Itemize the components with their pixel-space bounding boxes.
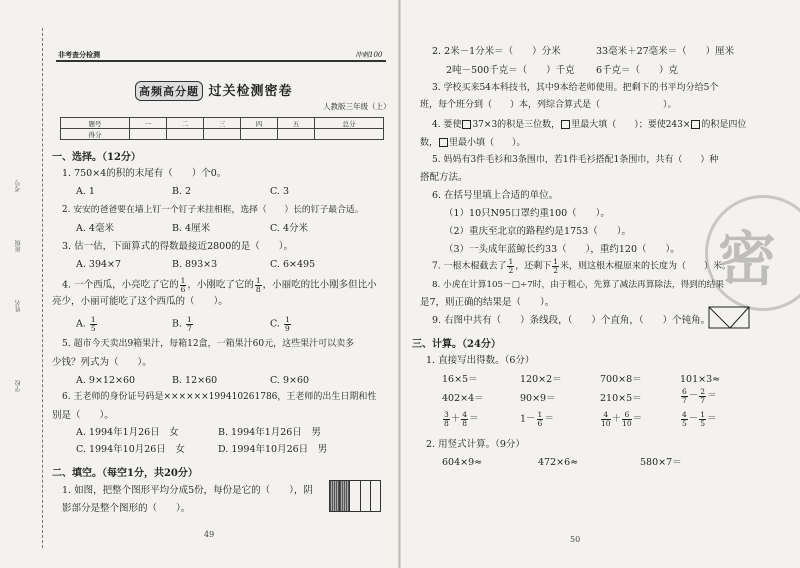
- frac-den: 5: [90, 323, 96, 333]
- score-value-row: [61, 129, 384, 140]
- calc-item: 120×2＝: [520, 374, 562, 385]
- blank-square-icon: [439, 138, 448, 147]
- fill-6-3: （3）一头成年蓝鲸长约33（ ），重约120（ ）。: [444, 244, 680, 255]
- score-cell: 总分: [314, 118, 383, 129]
- score-blank[interactable]: [204, 129, 241, 140]
- q1-option-a: A. 1: [76, 186, 95, 197]
- question-6: 6. 王老师的身份证号码是××××××199410261786，王老师的出生日期和性: [62, 392, 377, 402]
- opt-letter: A.: [76, 318, 86, 330]
- frac-den: 10: [601, 418, 611, 428]
- question-6-line2: 别是（ ）。: [52, 410, 114, 421]
- figure-rectangle: [709, 307, 749, 328]
- unshaded-part: [361, 481, 371, 511]
- frac-den: 8: [462, 418, 468, 428]
- frac-den: 6: [180, 284, 186, 294]
- fill-1: 1. 如图，把整个图形平均分成5份，每份是它的（ ），阴: [62, 485, 313, 496]
- calc-item: 101×3≈: [680, 374, 721, 385]
- fill-2b: 33毫米＋27毫米＝（ ）厘米: [596, 46, 735, 57]
- calc-item-fraction: $\frac{3}{8}$ ＋ $\frac{4}{8}$ ＝: [444, 410, 479, 428]
- q2-option-c: C. 4分米: [270, 223, 309, 234]
- calc-item: 210×5＝: [600, 393, 642, 404]
- blank-square-icon: [462, 120, 471, 129]
- blank-square-icon: [691, 120, 700, 129]
- fraction: [552, 258, 559, 274]
- q3-option-c: C. 6×495: [270, 259, 316, 270]
- calc-item: 16×5＝: [442, 374, 478, 385]
- question-2: 2. 安安的爸爸要在墙上钉一个钉子来挂相框，选择（ ）长的钉子最合适。: [62, 205, 364, 215]
- margin-label-class: 班级: [15, 240, 22, 252]
- page-number: 49: [204, 530, 215, 539]
- score-blank[interactable]: [314, 129, 383, 140]
- frac-num: 1: [284, 315, 290, 324]
- q3-option-b: B. 893×3: [172, 259, 218, 270]
- frac-num: 4: [682, 410, 687, 419]
- section-1-title: 一、选择。（12分）: [52, 152, 141, 163]
- score-cell: 题号: [61, 118, 130, 129]
- frac-num: 2: [700, 387, 706, 396]
- fraction: [681, 411, 688, 427]
- fill-4: [432, 120, 746, 130]
- frac-num: 3: [444, 410, 449, 419]
- fill-4-line2: [420, 138, 526, 148]
- margin-label-school: 学校: [15, 380, 22, 392]
- fraction: [601, 411, 611, 427]
- fraction: [681, 388, 688, 404]
- frac-num: 1: [90, 315, 96, 324]
- header-rule: [56, 60, 386, 62]
- fraction: [255, 277, 262, 293]
- fill-8: 8. 小虎在计算105－□÷7时，由于粗心，先算了减法再算除法，得到的结果: [432, 280, 724, 290]
- q4-text-a: 4. 一个西瓜，小亮吃了它的: [62, 279, 179, 291]
- frac-den: 6: [537, 418, 543, 428]
- calc-item-fraction: $\frac{4}{10}$ ＋ $\frac{6}{10}$ ＝: [601, 410, 643, 428]
- f4-text-b: 37×3的积是三位数，: [472, 120, 561, 130]
- score-blank[interactable]: [240, 129, 277, 140]
- watermark-char: 密: [718, 225, 777, 293]
- section-2-title: 二、填空。（每空1分，共20分）: [52, 468, 198, 479]
- question-3: 3. 估一估，下面算式的得数最接近2800的是（ ）。: [62, 241, 294, 252]
- q1-option-c: C. 3: [270, 186, 290, 197]
- question-4-line2: 亮少，小丽可能吃了这个西瓜的（ ）。: [52, 296, 228, 307]
- q4-text-b: ，小刚吃了它的: [187, 279, 254, 291]
- vertical-calc-item: 472×6≈: [538, 457, 579, 468]
- q5-option-b: B. 12×60: [172, 375, 218, 386]
- q5-option-c: C. 9×60: [270, 375, 310, 386]
- margin-label-name: 姓名: [15, 300, 22, 312]
- f4-line2-a: 数，: [420, 138, 439, 148]
- fraction: [507, 258, 514, 274]
- score-cell: 五: [277, 118, 314, 129]
- frac-num: 6: [622, 411, 632, 420]
- f4-text-a: 4. 要使: [432, 120, 462, 130]
- frac-num: 6: [682, 387, 687, 396]
- f4-text-d: 的积是四位: [701, 120, 747, 130]
- figure-diagonal: [709, 307, 730, 328]
- q4-option-c: [270, 316, 292, 332]
- fill-3: 3. 学校买来54本科技书，其中9本给老师使用。把剩下的书平均分给5个: [432, 83, 719, 93]
- header-left: 非考查分检测: [58, 50, 100, 59]
- frac-num: 1: [537, 410, 543, 419]
- frac-num: 1: [187, 315, 192, 324]
- q6-option-b: B. 1994年1月26日 男: [218, 427, 321, 438]
- frac-num: 4: [601, 411, 611, 420]
- fill-9: 9. 右图中共有（ ）条线段，（ ）个直角，（ ）个钝角。: [432, 315, 711, 326]
- f7-text-c: 米，则这根木棍原来的长度为（ ）米。: [560, 261, 732, 272]
- fraction: [699, 411, 706, 427]
- q6-option-a: A. 1994年1月26日 女: [76, 427, 179, 438]
- score-cell: 三: [204, 118, 241, 129]
- frac-den: 2: [508, 265, 514, 275]
- score-blank[interactable]: [130, 129, 167, 140]
- frac-den: 5: [700, 418, 706, 428]
- calc-item-fraction: $\frac{6}{7}$ － $\frac{2}{7}$ ＝: [682, 387, 717, 405]
- figure-diagonal: [730, 307, 749, 328]
- calc-1-title: 1. 直接写出得数。（6分）: [426, 355, 535, 366]
- score-cell: 二: [167, 118, 204, 129]
- calc-item: 402×4＝: [442, 393, 484, 404]
- header-right: 冲刺100: [355, 51, 383, 59]
- fraction: [90, 316, 97, 332]
- fraction: [622, 411, 632, 427]
- page-number: 50: [570, 535, 581, 544]
- margin-label-id: 考号: [15, 180, 22, 192]
- fraction: [699, 388, 706, 404]
- score-cell: 一: [130, 118, 167, 129]
- grade-label: 人教版三年级（上）: [323, 102, 391, 111]
- f7-text-b: ，还剩下: [515, 261, 552, 272]
- frac-den: 10: [622, 418, 632, 428]
- frac-den: 5: [682, 418, 687, 428]
- opt-letter: B.: [172, 318, 183, 330]
- q4-option-b: [172, 316, 194, 332]
- title-text: 过关检测密卷: [208, 84, 293, 99]
- q4-text-c: ，小丽吃的比小刚多但比小: [262, 279, 377, 291]
- frac-den: 7: [700, 395, 706, 405]
- frac-den: 8: [255, 284, 261, 294]
- blank-square-icon: [561, 120, 570, 129]
- score-cell: 四: [240, 118, 277, 129]
- frac-num: 1: [700, 410, 706, 419]
- question-5: 5. 超市今天卖出9箱果汁，每箱12盒，一箱果汁60元，这些果汁可以卖多: [62, 339, 355, 349]
- f4-line2-b: 里最小填（ ）。: [449, 138, 526, 148]
- q1-option-b: B. 2: [172, 186, 192, 197]
- title-badge: 高频高分题: [135, 81, 203, 101]
- calc-item: 90×9＝: [520, 393, 556, 404]
- q4-option-a: [76, 316, 98, 332]
- shaded-rectangle-figure: [329, 480, 381, 512]
- q5-option-a: A. 9×12×60: [76, 375, 136, 386]
- score-table: [60, 117, 384, 140]
- calc-2-title: 2. 用竖式计算。（9分）: [426, 439, 525, 450]
- question-4: [62, 277, 377, 293]
- frac-den: 7: [187, 323, 192, 333]
- section-3-title: 三、计算。（24分）: [412, 339, 501, 350]
- score-blank[interactable]: [277, 129, 314, 140]
- right-page: [400, 0, 800, 568]
- q2-option-b: B. 4厘米: [172, 223, 211, 234]
- q6-option-d: D. 1994年10月26日 男: [218, 444, 328, 455]
- frac-num: 1: [180, 276, 186, 285]
- calc-item: 700×8＝: [600, 374, 642, 385]
- fill-5-line2: 搭配方法。: [420, 172, 468, 183]
- question-5-line2: 少钱？列式为（ ）。: [52, 357, 152, 368]
- fill-7: [432, 258, 731, 274]
- binding-margin: [0, 0, 48, 568]
- tear-line: [42, 28, 43, 548]
- score-row-label: 得分: [61, 129, 130, 140]
- frac-num: 4: [462, 410, 468, 419]
- f7-text-a: 7. 一根木棍截去了: [432, 261, 507, 272]
- fraction: [180, 277, 187, 293]
- fill-1-line2: 影部分是整个图形的（ ）。: [62, 503, 191, 514]
- fraction: [461, 411, 468, 427]
- frac-num: 1: [255, 276, 261, 285]
- score-header-row: [61, 118, 384, 129]
- unshaded-part: [350, 481, 360, 511]
- paper-title: [135, 80, 293, 101]
- frac-den: 8: [444, 418, 449, 428]
- fill-5: 5. 妈妈有3件毛衫和3条围巾，若1件毛衫搭配1条围巾，共有（ ）种: [432, 155, 719, 165]
- frac-den: 2: [553, 265, 559, 275]
- vertical-calc-item: 604×9≈: [442, 457, 483, 468]
- fraction: [186, 316, 193, 332]
- fill-8-line2: 是7，则正确的结果是（ ）。: [420, 297, 555, 308]
- frac-num: 1: [508, 257, 514, 266]
- fraction: [537, 411, 544, 427]
- fill-2a: 2. 2米－1分米＝（ ）分米: [432, 46, 561, 57]
- calc-item-fraction: $\frac{4}{5}$ － $\frac{1}{5}$ ＝: [682, 410, 717, 428]
- question-1: 1. 750×4的积的末尾有（ ）个0。: [62, 168, 227, 179]
- fill-3-line2: 班，每个班分到（ ）本，列综合算式是（ ）。: [420, 100, 677, 110]
- frac-den: 7: [682, 395, 687, 405]
- frac-den: 9: [284, 323, 290, 333]
- q2-option-a: A. 4毫米: [76, 223, 114, 234]
- opt-letter: C.: [270, 318, 280, 330]
- frac-num: 1: [553, 257, 559, 266]
- q3-option-a: A. 394×7: [76, 259, 122, 270]
- fill-2d: 6千克＝（ ）克: [596, 65, 679, 76]
- fill-2c: 2吨－500千克＝（ ）千克: [446, 65, 575, 76]
- calc-item-fraction: 1－ $\frac{1}{6}$ ＝: [520, 410, 554, 428]
- fraction: [284, 316, 291, 332]
- vertical-calc-item: 580×7＝: [640, 457, 682, 468]
- q6-option-c: C. 1994年10月26日 女: [76, 444, 185, 455]
- line-angle-figure: [708, 306, 752, 330]
- fraction: [443, 411, 450, 427]
- f4-text-c: 里最大填（ ）；要使243×: [571, 120, 691, 130]
- score-blank[interactable]: [167, 129, 204, 140]
- fill-6-1: （1）10只N95口罩约重100（ ）。: [444, 208, 610, 219]
- shaded-part: [340, 481, 350, 511]
- fill-6: 6. 在括号里填上合适的单位。: [432, 190, 559, 201]
- fill-6-2: （2）重庆至北京的路程约是1753（ ）。: [444, 226, 631, 237]
- shaded-part: [330, 481, 340, 511]
- unshaded-part: [371, 481, 380, 511]
